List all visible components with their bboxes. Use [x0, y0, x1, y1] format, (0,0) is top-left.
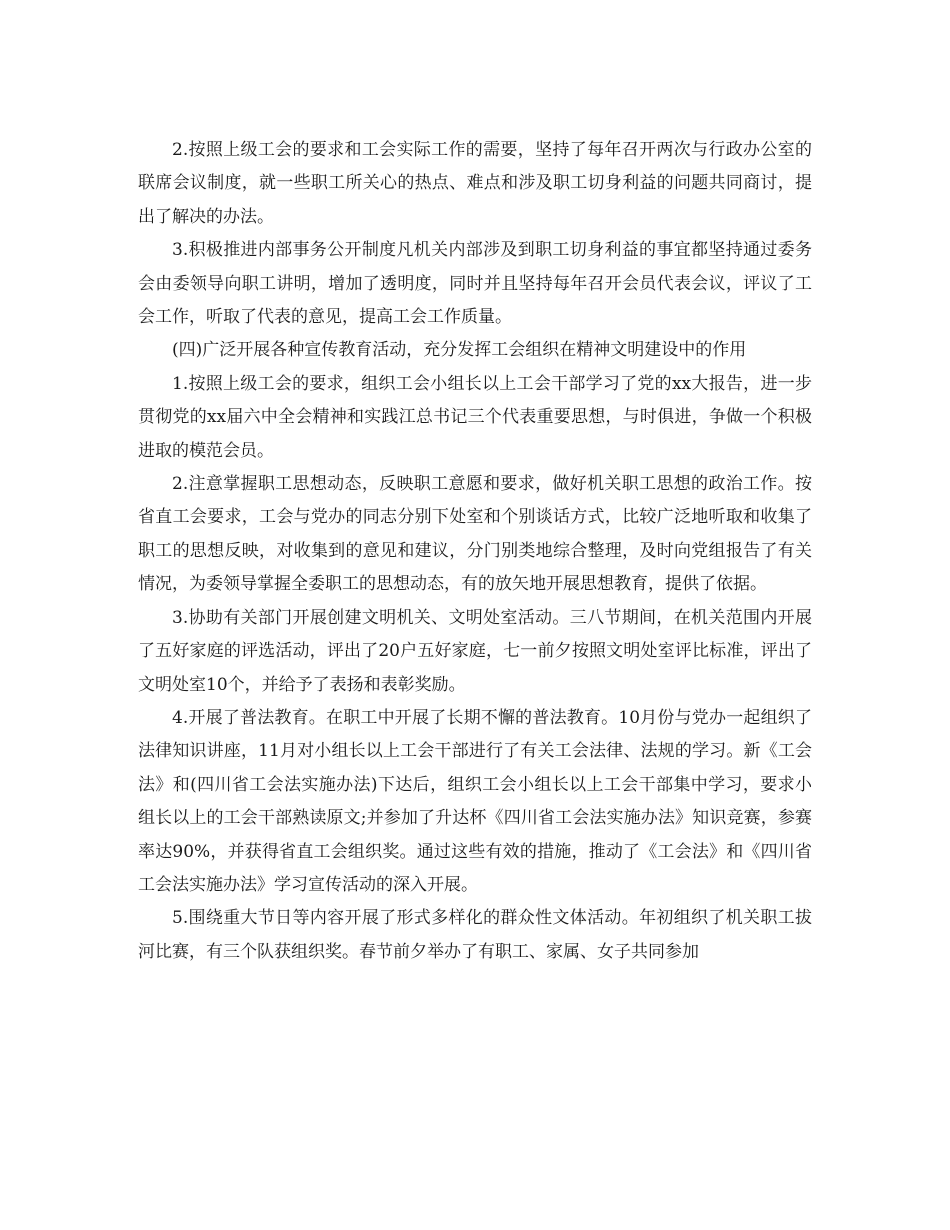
paragraph-5: 3.协助有关部门开展创建文明机关、文明处室活动。三八节期间，在机关范围内开展了五好家庭的评选活动，评出了20户五好家庭，七一前夕按照文明处室评比标准，评出了文明处室10个，并给予了表扬和表彰奖励。: [138, 607, 812, 695]
document-body: [138, 134, 812, 969]
paragraph-2: 3.积极推进内部事务公开制度凡机关内部涉及到职工切身利益的事宜都坚持通过委务会由委领导向职工讲明，增加了透明度，同时并且坚持每年召开会员代表会议，评议了工会工作，听取了代表的意见，提高工会工作质量。: [138, 240, 812, 328]
paragraph-1: 2.按照上级工会的要求和工会实际工作的需要，坚持了每年召开两次与行政办公室的联席会议制度，就一些职工所关心的热点、难点和涉及职工切身利益的问题共同商讨，提出了解决的办法。: [138, 140, 812, 227]
section-heading: (四)广泛开展各种宣传教育活动，充分发挥工会组织在精神文明建设中的作用: [172, 340, 747, 361]
paragraph-6: 4.开展了普法教育。在职工中开展了长期不懈的普法教育。10月份与党办一起组织了法律知识讲座，11月对小组长以上工会干部进行了有关工会法律、法规的学习。新《工会法》和(四川省工会法实施办法)下达后，组织工会小组长以上工会干部集中学习，要求小组长以上的工会干部熟读原文;并参加了升达杯《四川省工会法实施办法》知识竞赛，参赛率达90%，并获得省直工会组织奖。通过这些有效的措施，推动了《工会法》和《四川省工会法实施办法》学习宣传活动的深入开展。: [138, 707, 812, 895]
paragraph-4: 2.注意掌握职工思想动态，反映职工意愿和要求，做好机关职工思想的政治工作。按省直工会要求，工会与党办的同志分别下处室和个别谈话方式，比较广泛地听取和收集了职工的思想反映，对收集到的意见和建议，分门别类地综合整理，及时向党组报告了有关情况，为委领导掌握全委职工的思想动态，有的放矢地开展思想教育，提供了依据。: [138, 474, 812, 595]
paragraph-7: 5.围绕重大节日等内容开展了形式多样化的群众性文体活动。年初组织了机关职工拔河比赛，有三个队获组织奖。春节前夕举办了有职工、家属、女子共同参加: [138, 908, 812, 962]
paragraph-3: 1.按照上级工会的要求，组织工会小组长以上工会干部学习了党的xx大报告，进一步贯彻党的xx届六中全会精神和实践江总书记三个代表重要思想，与时俱进，争做一个积极进取的模范会员。: [138, 373, 812, 461]
